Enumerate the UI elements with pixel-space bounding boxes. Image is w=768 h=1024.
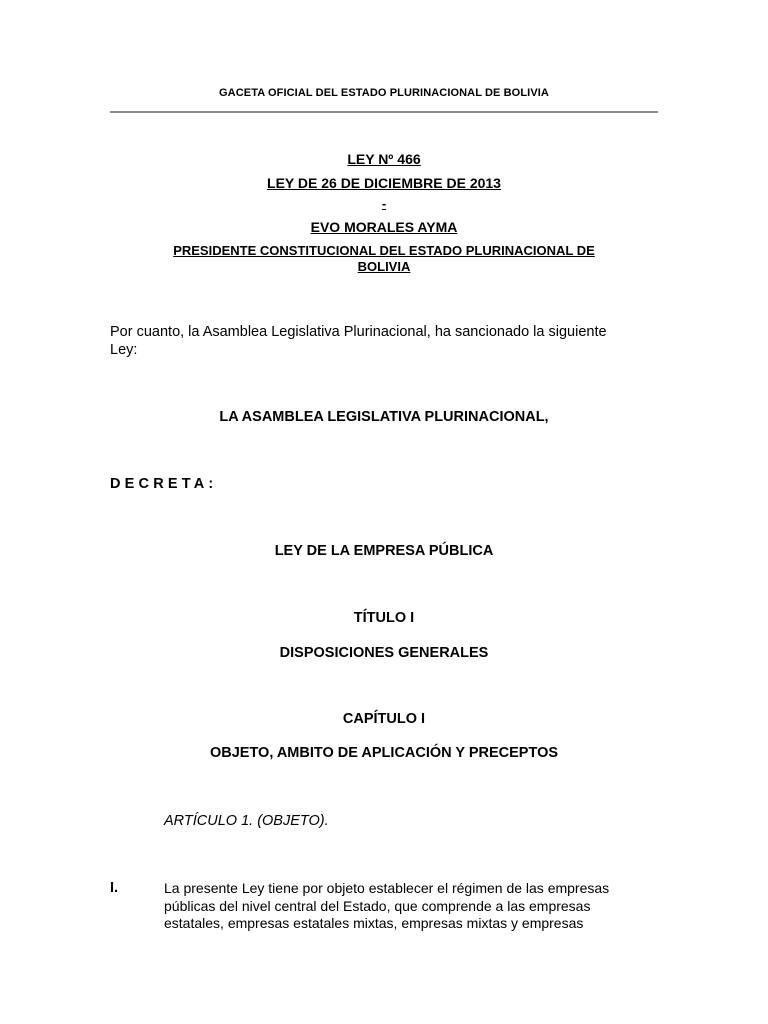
paragraph-text [164,880,664,933]
title-name: DISPOSICIONES GENERALES [279,645,489,661]
intro-line: Ley: [110,342,138,358]
running-header: GACETA OFICIAL DEL ESTADO PLURINACIONAL DE BOLIVIA [219,87,549,99]
paragraph-line: estatales, empresas estatales mixtas, empresas mixtas y empresas [164,915,584,931]
president-title-line: BOLIVIA [357,259,411,274]
chapter-number: CAPÍTULO I [342,711,426,727]
paragraph-line: públicas del nivel central del Estado, que comprende a las empresas [164,897,591,914]
intro-line: Por cuanto, la Asamblea Legislativa Plurinacional, ha sancionado la siguiente [110,324,607,340]
president-title-line: PRESIDENTE CONSTITUCIONAL DEL ESTADO PLURINACIONAL DE [173,243,595,258]
law-name: LEY DE LA EMPRESA PÚBLICA [274,543,494,559]
president-name: EVO MORALES AYMA [310,219,458,235]
intro-paragraph [110,323,658,359]
law-number: LEY Nº 466 [347,151,421,167]
law-date: LEY DE 26 DE DICIEMBRE DE 2013 [267,175,501,191]
paragraph-line: La presente Ley tiene por objeto establecer el régimen de las empresas [164,880,610,896]
article-heading: ARTÍCULO 1. (OBJETO). [164,813,329,829]
president-title [150,243,618,275]
header-divider [110,111,658,113]
assembly-heading: LA ASAMBLEA LEGISLATIVA PLURINACIONAL, [219,409,549,425]
chapter-name: OBJETO, AMBITO DE APLICACIÓN Y PRECEPTOS [209,745,559,761]
paragraph-number: I. [110,880,119,896]
title-number: TÍTULO I [353,610,415,626]
separator-dash: - [381,196,387,211]
decreta-heading: DECRETA: [110,476,218,492]
